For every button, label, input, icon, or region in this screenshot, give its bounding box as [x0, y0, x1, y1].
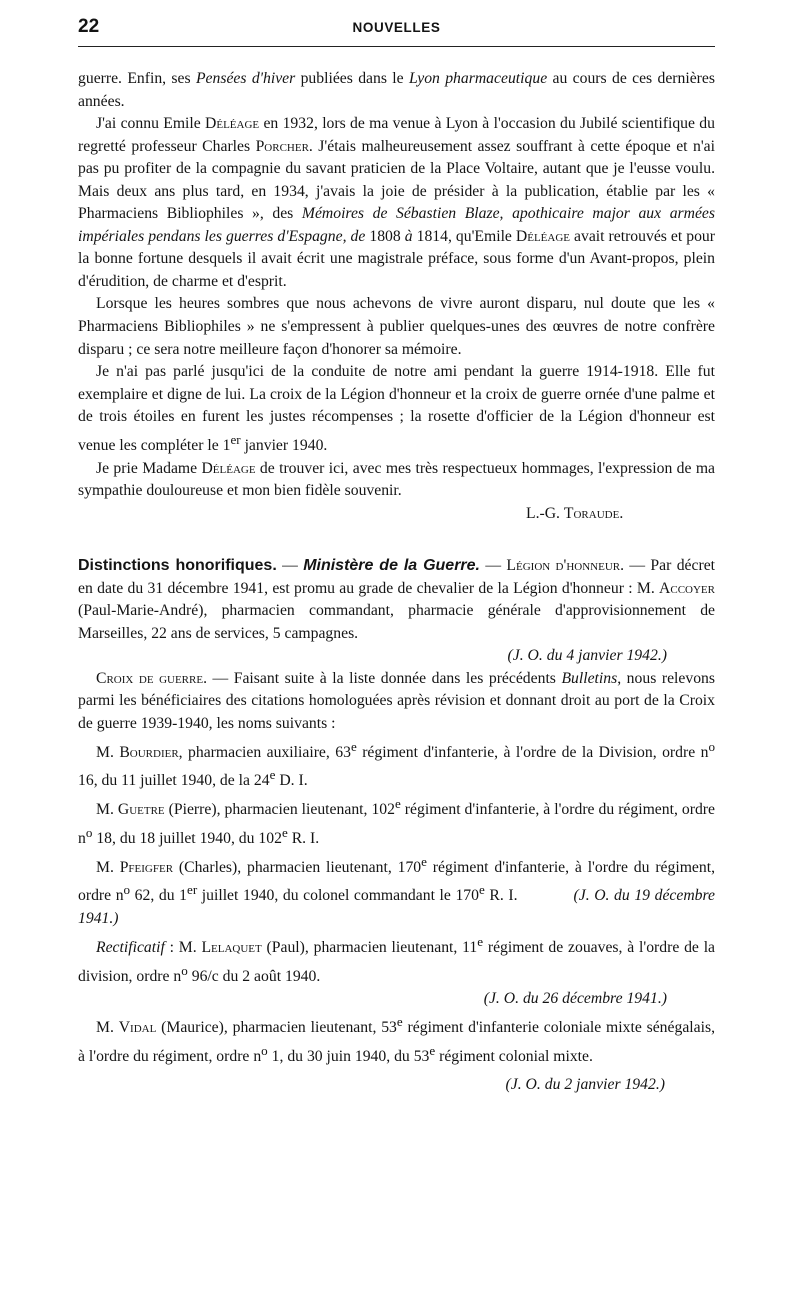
- ministry-heading: Ministère de la Guerre.: [303, 557, 480, 575]
- signature: L.-G. Toraude.: [526, 504, 624, 522]
- citation-vidal: M. Vidal (Maurice), pharmacien lieutenant, 53e régiment d'infanterie coloniale mixte sénégalais, à l'ordre du régiment, ordre $n^o$ 1, du 30 juin 1940, du 53e régiment colonial mixte.: [78, 1013, 716, 1065]
- croix-de-guerre-intro: Croix de guerre. — Faisant suite à la liste donnée dans les précédents Bulletins, nous relevons parmi les bénéficiaires des citations homologuées après révision et donnant droit au port de la Croix de guerre 1939-1940, les noms suivants :: [78, 669, 715, 732]
- citation-bourdier: M. Bourdier, pharmacien auxiliaire, 63e régiment d'infanterie, à l'ordre de la Division, ordre $n^o$ 16, du 11 juillet 1940, de la 24e D. I.: [78, 738, 715, 790]
- page-header: [78, 12, 715, 47]
- page-number: 22: [78, 16, 100, 37]
- paragraph-5: Je prie Madame Déléage de trouver ici, avec mes très respectueux hommages, l'expression de ma sympathie douloureuse et mon bien fidèle souvenir.: [78, 459, 715, 500]
- citation-guetre: M. Guetre (Pierre), pharmacien lieutenant, 102e régiment d'infanterie, à l'ordre du régiment, ordre $n^o$ 18, du 18 juillet 1940, du 102e R. I.: [78, 796, 715, 848]
- paragraph-4: Je n'ai pas parlé jusqu'ici de la conduite de notre ami pendant la guerre 1914-1918. Elle fut exemplaire et digne de lui. La croix de la Légion d'honneur et la croix de guerre ornée d'une palme et de trois étoiles en furent les justes récompenses ; la rosette d'officier de la Légion d'honneur est venue les compléter le 1er janvier 1940.: [78, 363, 715, 454]
- paragraph-1: guerre. Enfin, ses Pensées d'hiver publiées dans le Lyon pharmaceutique au cours de ces dernières années.: [78, 70, 715, 110]
- lelaquet-reference: (J. O. du 26 décembre 1941.): [483, 990, 667, 1008]
- vidal-reference: (J. O. du 2 janvier 1942.): [505, 1076, 665, 1094]
- section-title: Distinctions honorifiques.: [78, 557, 277, 575]
- paragraph-3: Lorsque les heures sombres que nous achevons de vivre auront disparu, nul doute que les « Pharmaciens Bibliophiles » ne s'empressent à publier quelques-unes des œuvres de notre confrère disparu ; ce sera notre meilleure façon d'honorer sa mémoire.: [78, 295, 715, 358]
- pfeigfer-reference: (J. O. du 19 décembre 1941.): [78, 887, 716, 928]
- citation-lelaquet: Rectificatif : M. Lelaquet (Paul), pharmacien lieutenant, 11e régiment de zouaves, à l'ordre de la division, ordre $n^o$ 96/c du 2 août 1940.: [78, 933, 716, 985]
- distinctions-intro: Distinctions honorifiques. — Ministère de la Guerre. — Légion d'honneur. — Par décret en date du 31 décembre 1941, est promu au grade de chevalier de la Légion d'honneur : M. Accoyer (Paul-Marie-André), pharmacien commandant, pharmacie générale d'approvisionnement de Marseilles, 22 ans de services, 5 campagnes.: [78, 557, 716, 642]
- page-content: [78, 68, 715, 1097]
- paragraph-2: J'ai connu Emile Déléage en 1932, lors de ma venue à Lyon à l'occasion du Jubilé scientifique du regretté professeur Charles Porcher. J'étais malheureusement assez souffrant à cette époque et n'ai pas pu profiter de la compagnie du savant praticien de la Place Voltaire, autant que je l'eusse voulu. Mais deux ans plus tard, en 1934, j'avais la joie de présider à la publication, établie par les « Pharmaciens Bibliophiles », des Mémoires de Sébastien Blaze, apothicaire major aux armées impériales pendans les guerres d'Espagne, de 1808 à 1814, qu'Emile Déléage avait retrouvés et pour la bonne fortune desquels il avait écrit une magistrale préface, sous forme d'un Avant-propos, plein d'érudition, de charme et d'esprit.: [78, 115, 715, 290]
- running-title: NOUVELLES: [352, 20, 441, 35]
- citation-pfeigfer: M. Pfeigfer (Charles), pharmacien lieutenant, 170e régiment d'infanterie, à l'ordre du régiment, ordre $n^o$ 62, du 1er juillet 1940, du colonel commandant le 170e R. I. (J. O. du 19 décembre 1941.): [78, 853, 716, 928]
- legion-reference: (J. O. du 4 janvier 1942.): [507, 647, 667, 665]
